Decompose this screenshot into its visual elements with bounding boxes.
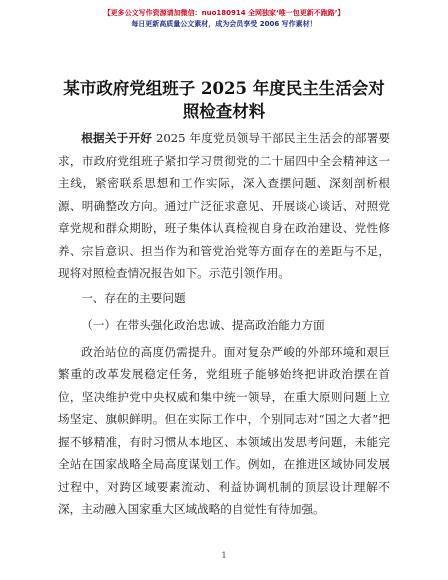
promo-banner bbox=[0, 8, 448, 30]
document-title: 某市政府党组班子 2025 年度民主生活会对照检查材料 bbox=[63, 79, 385, 121]
subsection-heading: （一）在带头强化政治忠诚、提高政治能力方面 bbox=[81, 318, 325, 332]
document-body bbox=[58, 127, 390, 521]
intro-text: 2025 年度党员领导干部民主生活会的部署要求，市政府党组班子紧扣学习贯彻党的二十届四中全会精神这一主线，紧密联系思想和工作实际，深入查摆问题、深刻剖析根源、明确整改方向。通过广泛征求意见、开展谈心谈话、对照党章党规和群众期盼，班子集体认真检视自身在政治建设、党性修养、宗旨意识、担当作为和管党治党等方面存在的差距与不足，现将对照检查情况报告如下。示范引领作用。 bbox=[58, 131, 390, 280]
body-paragraph: 政治站位的高度仍需提升。面对复杂严峻的外部环境和艰巨繁重的改革发展稳定任务，党组班子能够始终把讲政治摆在首位，坚决维护党中央权威和集中统一领导，在重大原则问题上立场坚定、旗帜鲜明。但在实际工作中，个别同志对“国之大者”把握不够精准，有时习惯从本地区、本领域出发思考问题，未能完全站在国家战略全局高度谋划工作。例如，在推进区域协同发展过程中，对跨区域要素流动、利益协调机制的顶层设计理解不深，主动融入国家重大区域战略的自觉性有待加强。 bbox=[58, 344, 390, 516]
section-heading: 一、存在的主要问题 bbox=[81, 290, 186, 305]
page-number: 1 bbox=[221, 551, 227, 560]
promo-banner-line-2: 每日更新高质量公文素材，成为会员享受 2006 写作素材！ bbox=[131, 20, 317, 28]
intro-paragraph bbox=[58, 127, 390, 285]
intro-lead-text: 根据关于开好 bbox=[81, 131, 153, 145]
promo-banner-line-1: 【更多公文写作资源请加微信：nuo180914 全网独家‘唯一包更新不跑路’】 bbox=[103, 9, 345, 17]
